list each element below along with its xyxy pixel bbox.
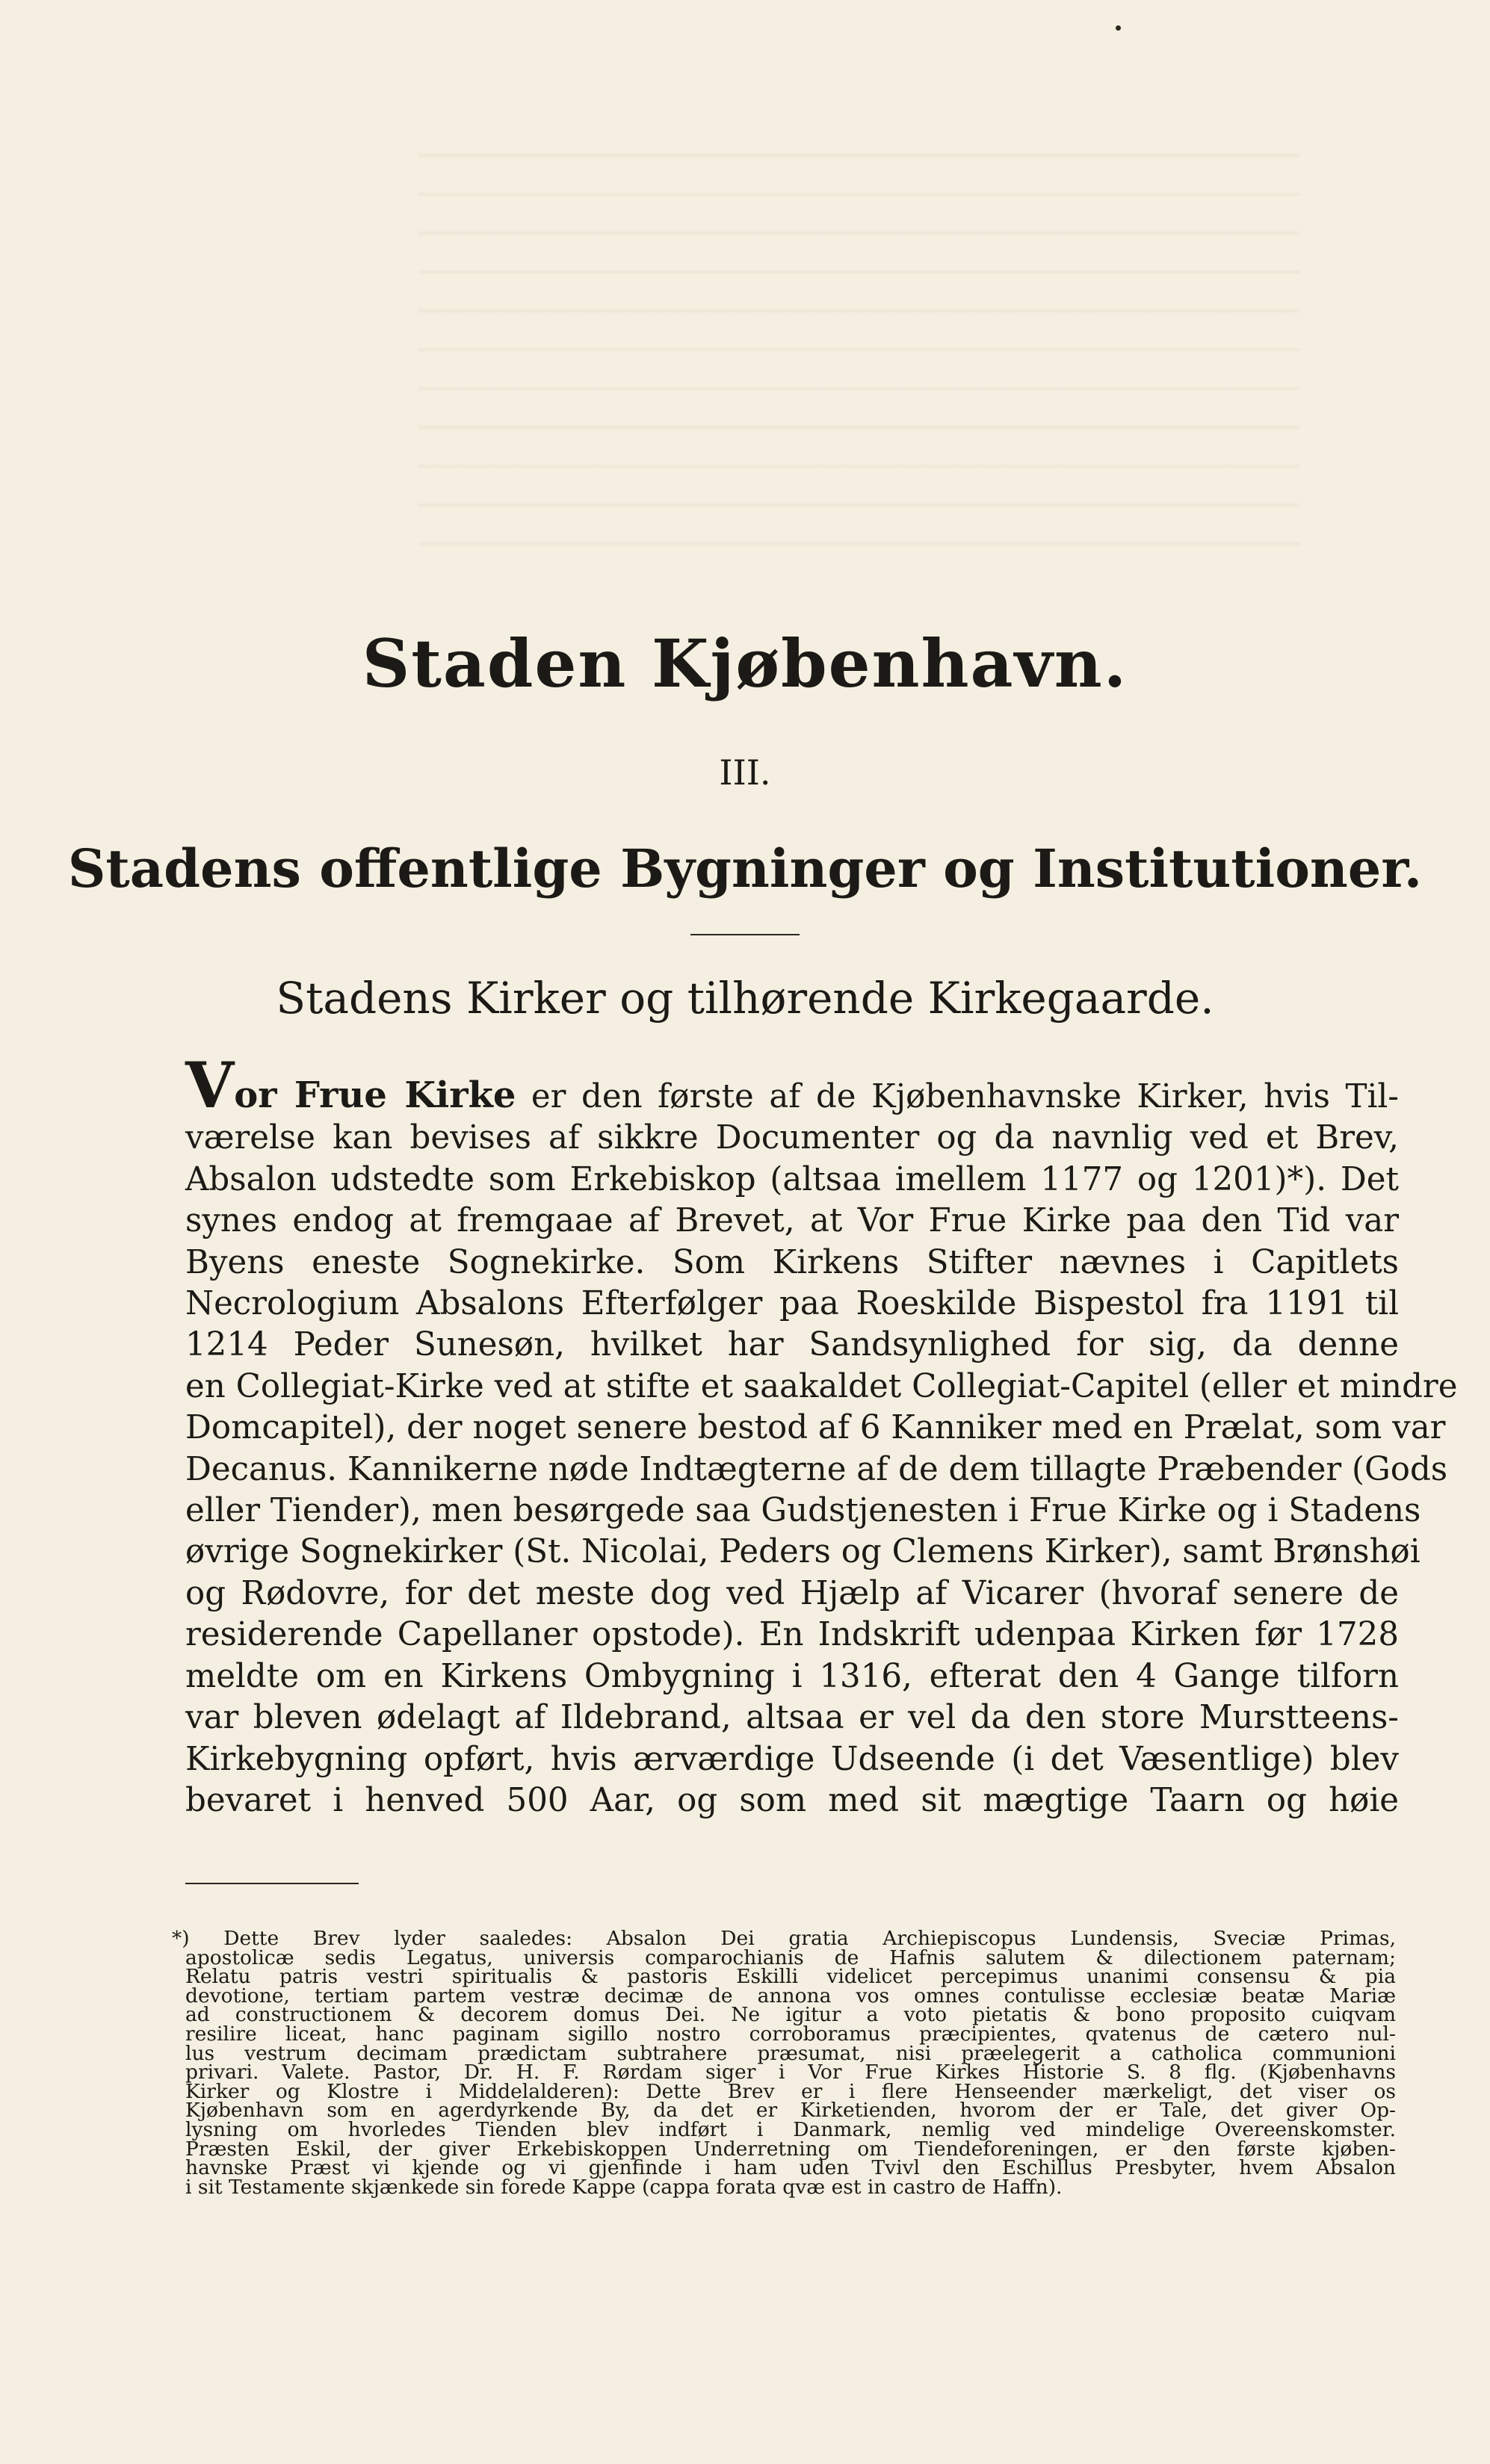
page-title: Staden Kjøbenhavn. [362, 625, 1128, 702]
drop-cap: V [185, 1048, 235, 1122]
section-title: Stadens offentlige Bygninger og Institutioner. [67, 838, 1423, 900]
footnote-marker: *) [172, 1927, 190, 1950]
footnote-line: havnske Præst vi kjende og vi gjenfinde i ham uden Tvivl den Eschillus Presbyter, hvem Absalon [185, 2156, 1396, 2180]
body-line: bevaret i henved 500 Aar, og som med sit mægtige Taarn og høie [185, 1781, 1399, 1819]
footnote-line: Kirker og Klostre i Middelalderen): Dette Brev er i flere Henseender mærkeligt, det viser os [185, 2079, 1396, 2103]
title-divider [690, 934, 800, 935]
body-line: Absalon udstedte som Erkebiskop (altsaa imellem 1177 og 1201)*). Det [185, 1160, 1399, 1198]
body-line: meldte om en Kirkens Ombygning i 1316, efterat den 4 Gange tilforn [185, 1657, 1399, 1695]
body-line: eller Tiender), men besørgede saa Gudstjenesten i Frue Kirke og i Stadens [185, 1492, 1421, 1530]
body-paragraph [185, 1048, 1458, 1821]
footnote-line: Præsten Eskil, der giver Erkebiskoppen Underretning om Tiendeforeningen, er den første kjøben- [185, 2137, 1396, 2161]
footnote-line: Kjøbenhavn som en agerdyrkende By, da det er Kirketienden, hvorom der er Tale, det giver Op- [185, 2099, 1396, 2123]
footnote-line: lus vestrum decimam prædictam subtrahere præsumat, nisi præelegerit a catholica communioni [185, 2041, 1396, 2065]
footnote-line: lysning om hvorledes Tienden blev indført i Danmark, nemlig ved mindelige Overeenskomster. [185, 2117, 1396, 2141]
bleed-through-texture [418, 120, 1300, 568]
subsection-title: Stadens Kirker og tilhørende Kirkegaarde. [276, 973, 1214, 1024]
body-line [185, 1048, 1399, 1122]
body-line: Domcapitel), der noget senere bestod af 6 Kanniker med en Prælat, som var [185, 1409, 1446, 1447]
first-line-text: er den første af de Kjøbenhavnske Kirker, hvis Til- [516, 1078, 1399, 1115]
footnote-line: Relatu patris vestri spiritualis & pastoris Eskilli videlicet percepimus unanimi consensu & pia [185, 1965, 1396, 1989]
body-line: øvrige Sognekirker (St. Nicolai, Peders og Clemens Kirker), samt Brønshøi [185, 1533, 1421, 1571]
footnote [172, 1927, 1396, 2199]
body-line: synes endog at fremgaae af Brevet, at Vor Frue Kirke paa den Tid var [185, 1202, 1399, 1240]
body-line: Decanus. Kannikerne nøde Indtægterne af de dem tillagte Præbender (Gods [185, 1450, 1448, 1488]
body-line: værelse kan bevises af sikkre Documenter og da navnlig ved et Brev, [185, 1119, 1399, 1157]
body-line: Byens eneste Sognekirke. Som Kirkens Stifter nævnes i Capitlets [185, 1243, 1399, 1281]
footnote-text: Dette Brev lyder saaledes: Absalon Dei gratia Archiepiscopus Lundensis, Sveciæ Primas, [223, 1927, 1396, 1950]
section-number: III. [719, 752, 771, 793]
body-line: residerende Capellaner opstode). En Indskrift udenpaa Kirken før 1728 [185, 1616, 1399, 1654]
footnote-line: resilire liceat, hanc paginam sigillo nostro corroboramus præcipientes, qvatenus de cætero nul- [185, 2022, 1396, 2046]
ink-speck [1116, 25, 1121, 31]
body-line: 1214 Peder Sunesøn, hvilket har Sandsynlighed for sig, da denne [185, 1326, 1399, 1364]
body-line: var bleven ødelagt af Ildebrand, altsaa er vel da den store Murstteens- [185, 1699, 1399, 1737]
body-line: Kirkebygning opført, hvis ærværdige Udseende (i det Væsentlige) blev [185, 1740, 1399, 1778]
body-line: og Rødovre, for det meste dog ved Hjælp af Vicarer (hvoraf senere de [185, 1574, 1399, 1612]
lead-words: or Frue Kirke [234, 1074, 516, 1116]
footnote-line: i sit Testamente skjænkede sin forede Kappe (cappa forata qvæ est in castro de Haffn). [185, 2175, 1063, 2199]
footnote-line: privari. Valete. Pastor, Dr. H. F. Rørdam siger i Vor Frue Kirkes Historie S. 8 flg. (Kjøbenhavns [185, 2061, 1396, 2084]
footnote-line [172, 1927, 1396, 1950]
body-line: Necrologium Absalons Efterfølger paa Roeskilde Bispestol fra 1191 til [185, 1285, 1399, 1323]
footnote-line: devotione, tertiam partem vestræ decimæ de annona vos omnes contulisse ecclesiæ beatæ Mariæ [185, 1984, 1396, 2008]
footnote-line: ad constructionem & decorem domus Dei. Ne igitur a voto pietatis & bono proposito cuiqvam [185, 2003, 1396, 2027]
footnote-divider [185, 1883, 359, 1884]
footnote-line: apostolicæ sedis Legatus, universis comparochianis de Hafnis salutem & dilectionem paternam; [185, 1945, 1396, 1969]
body-line: en Collegiat-Kirke ved at stifte et saakaldet Collegiat-Capitel (eller et mindre [185, 1367, 1458, 1405]
